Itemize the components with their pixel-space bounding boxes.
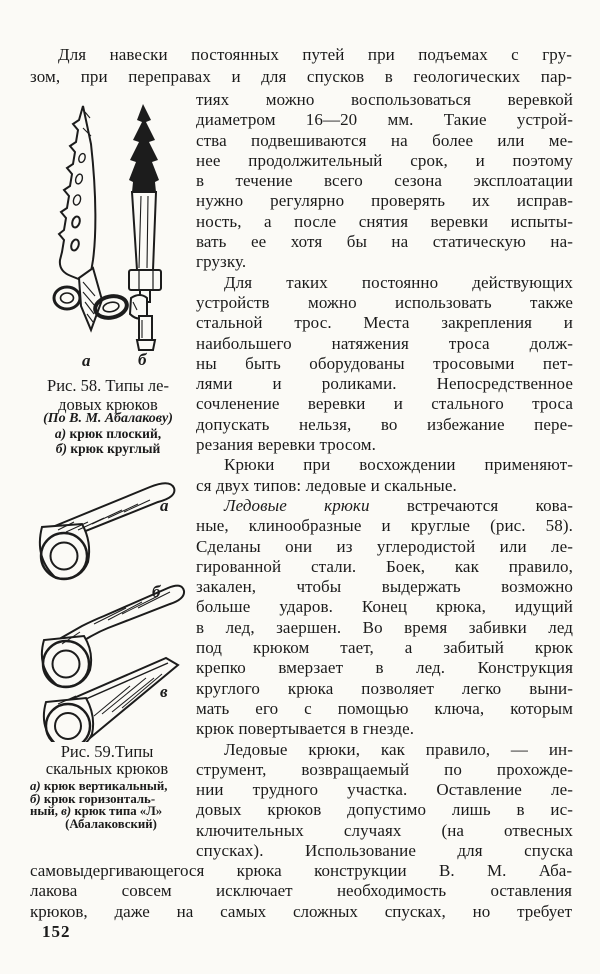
text-segment: крепко вмерзает в лед. Конструкция [196,658,573,678]
text-segment: встречаются кова- [369,495,573,515]
body-text-line [196,557,573,577]
text-segment: (Абалаковский) [65,816,157,831]
closing-text-line [30,861,572,881]
text-segment: сочленение веревки и стального троса [196,394,573,414]
body-text-line [196,191,573,211]
text-segment: крюк плоский, [66,426,162,441]
page-number: 152 [42,922,71,941]
italic-text: б) [55,440,67,456]
body-text-line [196,740,573,760]
body-text-line [196,110,573,130]
text-segment: Рис. 58. Типы ле- [47,376,169,395]
body-text-line [196,273,573,293]
body-text-line [196,455,573,475]
body-text-line [196,679,573,699]
body-text-line [196,618,573,638]
text-segment: Сделаны они из углеродистой или ле- [196,536,573,556]
fig58-label-a: а [82,351,91,370]
text-segment: крюк горизонталь- [40,791,156,806]
closing-text-line [30,902,572,922]
text-segment: Для навески постоянных путей при подъемах с гру- [58,45,572,64]
closing-text-line [30,881,572,901]
text-segment: в лед, заершен. Во время забивки лед [196,617,573,637]
fig59-illustration [18,470,198,742]
body-text-line [196,293,573,313]
text-segment: нужно регулярно проверять их исправ- [196,191,573,211]
text-segment: ключительных случаях (на отвесных [196,820,573,840]
figure-58-ice-pitons [45,102,175,370]
body-text-line [196,334,573,354]
text-segment: ные, клинообразные и круглые (рис. 58). [196,516,573,536]
text-segment: вать ее хотя бы на статическую на- [196,232,573,252]
fig59-legend [30,780,192,830]
flat-piton-drawing [54,106,102,330]
body-text-line [196,415,573,435]
fig58-credit [18,411,198,427]
text-segment: закален, чтобы выдержать возможно [196,577,573,597]
text-segment: ны быть оборудованы тросовыми пет- [196,353,573,373]
text-segment: ный, [30,804,62,819]
text-segment: самовыдергивающегося крюка конструкции В. М. Аба- [30,861,572,880]
body-text-line [196,658,573,678]
text-segment: крюк вертикальный, [40,779,168,793]
text-segment: гированной стали. Боек, как правило, [196,556,573,576]
fig58-legend-line [20,442,196,457]
fig58-caption-line [20,376,196,395]
text-segment: тиях можно воспользоваться веревкой [196,90,573,109]
fig59-legend-line [30,818,192,831]
fig58-legend-line [20,427,196,442]
text-segment: круглого крюка позволяет легко выни- [196,678,573,698]
text-segment: больше ударов. Конец крюка, идущий [196,597,573,617]
fig59-label-v: в [160,682,168,701]
body-text-line [196,252,573,272]
intro-paragraph [30,44,572,87]
fig58-label-b: б [138,350,147,369]
body-text-line [196,699,573,719]
body-text-line [196,841,573,861]
text-segment: скальных крюков [45,758,169,778]
italic-text: Ледовые крюки [224,495,370,515]
text-segment: наибольшего натяжения троса долж- [196,333,573,353]
text-segment: Для таких постоянно действующих [224,272,573,292]
text-segment: грузку. [196,252,247,272]
text-segment: струмент, возвращаемый по прохожде- [196,759,573,779]
body-text-line [196,516,573,536]
round-piton-drawing [93,104,161,350]
fig58-legend [20,427,196,456]
text-segment: лями и роликами. Непосредственное [196,374,573,394]
fig58-credit-line [18,411,198,427]
body-text-line [196,800,573,820]
text-segment: мать его с помощью ключа, которым [196,698,573,718]
body-text-line [196,354,573,374]
body-text-line [196,394,573,414]
text-segment: под крюком тает, а забитый крюк [196,638,573,658]
body-text-line [196,476,573,496]
text-segment: крюк круглый [66,440,161,456]
text-segment: довых крюков [58,395,158,414]
text-segment: Рис. 59.Типы [60,742,154,761]
text-segment: ся двух типов: ледовые и скальные. [196,475,457,495]
fig59-label-a: а [160,496,169,515]
fig58-illustration [45,102,175,352]
body-text-line [196,131,573,151]
fig59-caption [18,744,196,777]
text-segment: устройств можно использовать также [196,292,573,312]
intro-text-line [30,66,572,88]
text-segment: стальной трос. Места закрепления и [196,313,573,333]
fig58-caption [20,376,196,414]
text-segment: резания веревки тросом. [196,435,377,455]
italic-text: а) [30,779,41,793]
text-segment: диаметром 16—20 мм. Такие устрой- [196,110,573,130]
text-segment: зом, при переправах и для спусков в геологических пар- [30,66,572,86]
body-text-line [196,212,573,232]
text-segment: довых крюков допустимо лишь в ис- [196,800,573,820]
italic-text: в) [61,804,72,819]
vertical-piton-drawing [40,483,175,579]
text-segment: нии трудного участка. Оставление ле- [196,780,573,800]
body-text-line [196,821,573,841]
fig59-label-b: б [152,582,161,601]
body-text-column [196,90,573,861]
text-segment: крюк повертывается в гнезде. [196,719,415,739]
italic-text: б) [30,791,41,806]
body-text-line [196,232,573,252]
body-text-line [196,313,573,333]
body-text-line [196,496,573,516]
body-text-line [196,90,573,110]
body-text-line [196,374,573,394]
text-segment: крюк типа «Л» [71,804,163,819]
body-text-line [196,719,573,739]
text-segment: спусках). Использование для спуска [196,840,573,860]
body-text-line [196,760,573,780]
text-segment: крюков, даже на самых сложных спусках, но требует [30,901,572,921]
body-text-line [196,151,573,171]
figure-59-rock-pitons [18,470,198,742]
body-text-line [196,638,573,658]
italic-text: (По В. М. Абалакову) [43,411,173,426]
text-segment: лакова совсем исключает необходимость оставления [30,881,572,901]
text-segment: допускать нельзя, во избежание пере- [196,414,573,434]
body-text-line [196,597,573,617]
text-segment: Крюки при восхождении применяют- [224,455,573,475]
text-segment: в течение всего сезона эксплоатации [196,171,573,191]
fig59-caption-line [18,758,196,778]
closing-paragraph [30,861,572,922]
italic-text: а) [54,426,67,441]
body-text-line [196,435,573,455]
body-text-line [196,171,573,191]
text-segment: Ледовые крюки, как правило, — ин- [224,739,573,759]
text-segment: ства подвешиваются на более или ме- [196,130,573,150]
text-segment: нее продолжительный срок, и поэтому [196,150,573,170]
intro-text-line [30,44,572,66]
body-text-line [196,780,573,800]
body-text-line [196,577,573,597]
text-segment: ность, а после снятия веревки испыты- [196,211,573,231]
body-text-line [196,537,573,557]
